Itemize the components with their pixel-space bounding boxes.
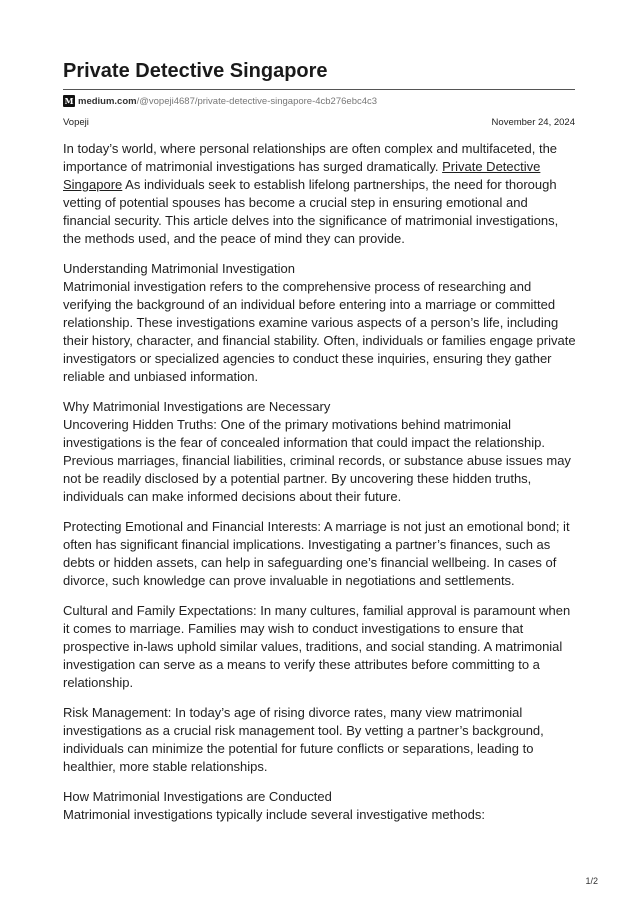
page-number: 1/2	[585, 876, 598, 886]
source-path[interactable]: /@vopeji4687/private-detective-singapore-4cb276ebc4c3	[136, 95, 378, 107]
title-divider	[63, 89, 575, 90]
article-body	[63, 140, 578, 836]
paragraph-protecting-interests: Protecting Emotional and Financial Interests: A marriage is not just an emotional bond; it often has significant financial implications. Investigating a partner’s finances, such as debts or hidden assets, can help in safeguarding one’s financial wellbeing. In cases of divorce, such knowledge can prove invaluable in negotiations and settlements.	[63, 519, 570, 588]
publish-date: November 24, 2024	[491, 117, 575, 128]
intro-text-start: In today’s world, where personal relationships are often complex and multifaceted, the importance of matrimonial investigations has surged dramatically.	[63, 141, 558, 174]
paragraph-cultural-expectations: Cultural and Family Expectations: In many cultures, familial approval is paramount when it comes to marriage. Families may wish to conduct investigations to ensure that prospective in-laws uphold similar values, traditions, and social standing. A matrimonial investigation can serve as a means to verify these attributes before committing to a relationship.	[63, 603, 571, 690]
article-meta	[63, 117, 575, 128]
intro-text-end: As individuals seek to establish lifelong partnerships, the need for thorough vetting of potential spouses has become a crucial step in ensuring emotional and financial security. This article delves into the significance of matrimonial investigations, the methods used, and the peace of mind they can provide.	[63, 177, 559, 246]
intro-paragraph	[63, 140, 578, 248]
medium-logo-icon: M	[64, 96, 74, 106]
section-text: Matrimonial investigation refers to the comprehensive process of researching and verifying the background of an individual before entering into a marriage or committed relationship. These investigations examine various aspects of a person’s life, including their history, character, and financial stability. Often, individuals or families engage private investigators or specialized agencies to conduct these inquiries, ensuring they gather reliable and unbiased information.	[63, 279, 576, 384]
section-heading: Understanding Matrimonial Investigation	[63, 261, 295, 276]
private-detective-link[interactable]: Private Detective Singapore	[63, 159, 541, 192]
paragraph-risk-management: Risk Management: In today’s age of rising divorce rates, many view matrimonial investigations as a crucial risk management tool. By vetting a partner’s background, individuals can minimize the potential for future conflicts or separations, leading to healthier, more stable relationships.	[63, 705, 544, 774]
author-name: Vopeji	[63, 117, 89, 128]
section-why-necessary	[63, 398, 578, 506]
section-text: Uncovering Hidden Truths: One of the primary motivations behind matrimonial investigations is the fear of concealed information that could impact the relationship. Previous marriages, financial liabilities, criminal records, or substance abuse issues may not be readily disclosed by a potential partner. By uncovering these hidden truths, individuals can make informed decisions about their future.	[63, 417, 571, 504]
article-title: Private Detective Singapore	[63, 60, 328, 82]
section-text: Matrimonial investigations typically include several investigative methods:	[63, 807, 485, 822]
section-heading: Why Matrimonial Investigations are Necessary	[63, 399, 331, 414]
section-how-conducted	[63, 788, 578, 824]
source-line[interactable]	[63, 95, 377, 107]
section-heading: How Matrimonial Investigations are Conducted	[63, 789, 332, 804]
section-understanding	[63, 260, 578, 386]
source-domain[interactable]: medium.com	[78, 95, 137, 107]
